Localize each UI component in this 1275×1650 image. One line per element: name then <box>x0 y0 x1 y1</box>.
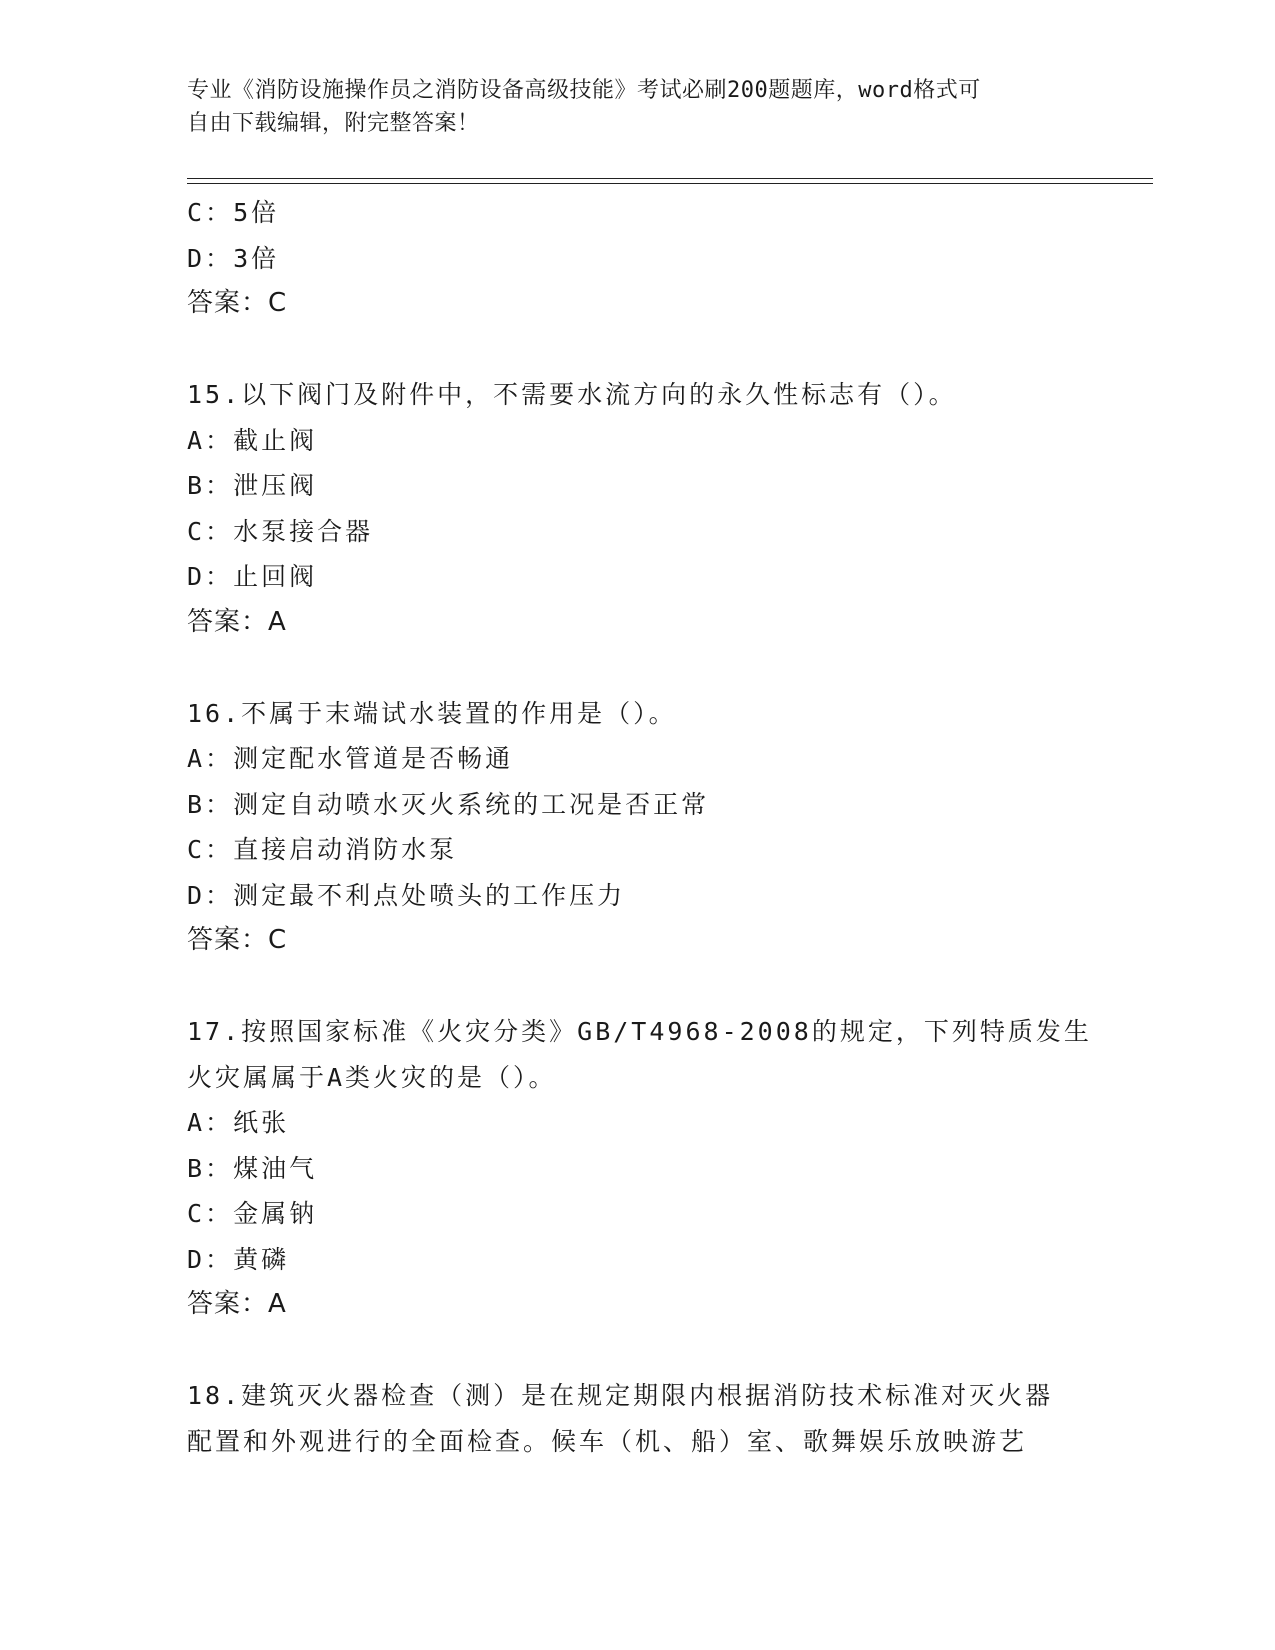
spacer <box>187 327 1087 373</box>
option-a <box>187 1100 1087 1146</box>
option-c <box>187 1191 1087 1237</box>
question-16 <box>187 691 1087 964</box>
option-text: 测定最不利点处喷头的工作压力 <box>233 880 626 910</box>
spacer <box>187 645 1087 691</box>
option-text: 5倍 <box>233 198 280 227</box>
question-stem-continued: 配置和外观进行的全面检查。候车（机、船）室、歌舞娱乐放映游艺 <box>187 1426 1028 1456</box>
option-label: C： <box>187 516 234 546</box>
option-text: 煤油气 <box>233 1153 318 1183</box>
option-label: C： <box>187 198 234 227</box>
option-d <box>187 236 1087 282</box>
option-label: D： <box>187 243 234 273</box>
option-text: 3倍 <box>233 243 280 273</box>
option-text: 截止阀 <box>233 425 318 455</box>
option-b <box>187 1146 1087 1192</box>
question-17 <box>187 1009 1092 1328</box>
option-label: B： <box>187 1153 234 1183</box>
answer-line: 答案：A <box>187 1289 287 1319</box>
option-label: D： <box>187 562 234 591</box>
option-a <box>187 418 1087 464</box>
header-rule-top <box>187 178 1153 179</box>
question-15 <box>187 372 1087 645</box>
option-text: 测定配水管道是否畅通 <box>233 744 514 773</box>
option-label: B： <box>187 789 234 819</box>
option-label: C： <box>187 1199 234 1228</box>
option-c <box>187 190 1087 236</box>
option-label: B： <box>187 471 234 500</box>
question-18 <box>187 1373 1087 1464</box>
option-c <box>187 827 1087 873</box>
option-text: 泄压阀 <box>233 471 318 500</box>
option-text: 水泵接合器 <box>233 516 374 546</box>
spacer <box>187 964 1087 1010</box>
option-a <box>187 736 1087 782</box>
question-stem-continued: 火灾属属于A类火灾的是（）。 <box>187 1062 557 1092</box>
prev-question-block <box>187 190 1087 327</box>
answer-line: 答案：A <box>187 606 287 637</box>
question-stem: 15.以下阀门及附件中，不需要水流方向的永久性标志有（）。 <box>187 380 957 409</box>
option-text: 直接启动消防水泵 <box>233 835 458 864</box>
header-line-1: 专业《消防设施操作员之消防设备高级技能》考试必刷200题题库，word格式可 <box>187 78 981 103</box>
question-stem: 16.不属于末端试水装置的作用是（）。 <box>187 698 677 728</box>
question-stem: 17.按照国家标准《火灾分类》GB/T4968-2008的规定，下列特质发生 <box>187 1017 1092 1046</box>
question-stem: 18.建筑灭火器检查（测）是在规定期限内根据消防技术标准对灭火器 <box>187 1381 1054 1410</box>
answer-line: 答案：C <box>187 288 288 318</box>
option-text: 纸张 <box>233 1108 290 1137</box>
option-text: 金属钠 <box>233 1199 318 1228</box>
answer-line: 答案：C <box>187 925 288 955</box>
document-header <box>187 74 1067 140</box>
header-rule-bottom <box>187 183 1153 184</box>
option-label: D： <box>187 1244 234 1274</box>
option-label: D： <box>187 880 234 910</box>
option-label: A： <box>187 1108 234 1137</box>
option-label: A： <box>187 425 234 455</box>
question-content <box>187 190 1092 1464</box>
spacer <box>187 1328 1087 1374</box>
option-c <box>187 509 1087 555</box>
option-d <box>187 1237 1087 1283</box>
option-text: 止回阀 <box>233 562 318 591</box>
option-b <box>187 782 1087 828</box>
option-text: 黄磷 <box>233 1244 290 1274</box>
header-line-2: 自由下载编辑，附完整答案！ <box>187 111 480 136</box>
option-b <box>187 463 1087 509</box>
option-label: C： <box>187 835 234 864</box>
option-text: 测定自动喷水灭火系统的工况是否正常 <box>233 789 710 819</box>
option-label: A： <box>187 744 234 773</box>
option-d <box>187 873 1087 919</box>
option-d <box>187 554 1087 600</box>
